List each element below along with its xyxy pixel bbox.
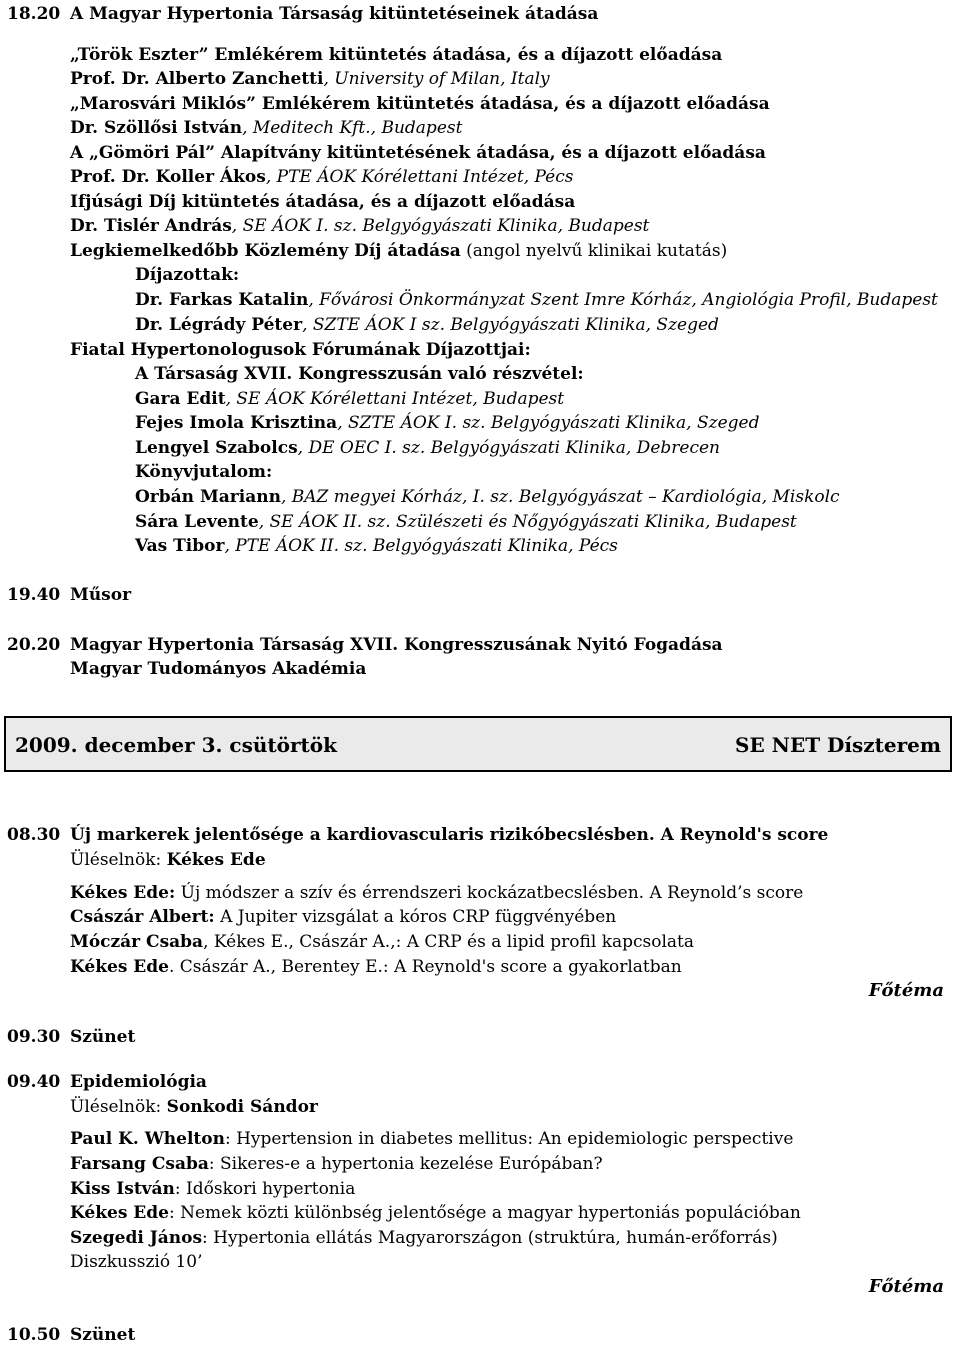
time-0830: 08.30	[7, 825, 61, 845]
talk-line	[70, 931, 694, 953]
chair-label: Üléselnök:	[70, 1097, 167, 1117]
awardee-line	[70, 215, 649, 237]
awardee-line	[135, 486, 840, 508]
award-note: (angol nyelvű klinikai kutatás)	[460, 241, 728, 261]
time-2020: 20.20	[7, 635, 61, 655]
subheading: Fiatal Hypertonologusok Fórumának Díjazottjai:	[70, 340, 531, 360]
award-line: „Török Eszter” Emlékérem kitüntetés átadása, és a díjazott előadása	[70, 45, 723, 65]
talk-title: A Jupiter vizsgálat a kóros CRP függvényében	[214, 907, 617, 927]
talk-line	[70, 1153, 603, 1175]
main-topic-label: Főtéma	[868, 1276, 944, 1297]
awardee-affiliation: , PTE ÁOK Kórélettani Intézet, Pécs	[265, 167, 574, 187]
award-line	[70, 240, 727, 262]
session-chair	[70, 1096, 318, 1118]
awardee-affiliation: , DE OEC I. sz. Belgyógyászati Klinika, Debrecen	[297, 438, 720, 458]
talk-title: . Császár A., Berentey E.: A Reynold's score a gyakorlatban	[168, 957, 682, 977]
main-topic-label: Főtéma	[868, 980, 944, 1001]
awardee-line	[70, 166, 574, 188]
session-chair	[70, 849, 266, 871]
awardee-line	[135, 388, 564, 410]
banner-date: 2009. december 3. csütörtök	[15, 733, 337, 757]
section-title-awards: A Magyar Hypertonia Társaság kitüntetéseinek átadása	[70, 4, 599, 24]
speaker: Szegedi János	[70, 1228, 203, 1248]
awardee-affiliation: , University of Milan, Italy	[323, 69, 550, 89]
award-line: Ifjúsági Díj kitüntetés átadása, és a díjazott előadása	[70, 192, 576, 212]
break-title: Szünet	[70, 1027, 136, 1047]
awardee-line	[70, 68, 550, 90]
award-line: A „Gömöri Pál” Alapítvány kitüntetésének átadása, és a díjazott előadása	[70, 143, 766, 163]
section-title-program: Műsor	[70, 585, 132, 605]
speaker: Kékes Ede:	[70, 883, 176, 903]
talk-line	[70, 956, 682, 978]
talk-title: : Sikeres-e a hypertonia kezelése Európában?	[208, 1154, 603, 1174]
awardee-line	[135, 314, 719, 336]
discussion-line: Diszkusszió 10’	[70, 1252, 203, 1272]
talk-line	[70, 1128, 793, 1150]
award-line: „Marosvári Miklós” Emlékérem kitüntetés átadása, és a díjazott előadása	[70, 94, 770, 114]
speaker: Farsang Csaba	[70, 1154, 209, 1174]
awardee-name: Vas Tibor	[135, 536, 225, 556]
section-title-reception: Magyar Hypertonia Társaság XVII. Kongresszusának Nyitó Fogadása	[70, 635, 723, 655]
awardee-line	[135, 535, 618, 557]
speaker: Kiss István	[70, 1179, 175, 1199]
awardee-affiliation: , SE ÁOK Kórélettani Intézet, Budapest	[225, 389, 565, 409]
awardee-affiliation: , SZTE ÁOK I. sz. Belgyógyászati Klinika, Szeged	[337, 413, 760, 433]
time-0940: 09.40	[7, 1072, 61, 1092]
awardee-name: Orbán Mariann	[135, 487, 281, 507]
day-banner	[4, 716, 952, 772]
chair-name: Kékes Ede	[166, 850, 266, 870]
time-1940: 19.40	[7, 585, 61, 605]
banner-venue: SE NET Díszterem	[735, 733, 941, 757]
awardee-line	[135, 511, 797, 533]
speaker: Paul K. Whelton	[70, 1129, 225, 1149]
venue: Magyar Tudományos Akadémia	[70, 659, 367, 679]
awardee-affiliation: , BAZ megyei Kórház, I. sz. Belgyógyászat – Kardiológia, Miskolc	[280, 487, 840, 507]
speaker: Kékes Ede	[70, 1203, 169, 1223]
time-1820: 18.20	[7, 4, 61, 24]
talk-title: : Hypertonia ellátás Magyarországon (struktúra, humán-erőforrás)	[202, 1228, 778, 1248]
awardee-name: Fejes Imola Krisztina	[135, 413, 338, 433]
talk-title: : Időskori hypertonia	[174, 1179, 356, 1199]
talk-title: : Nemek közti különbség jelentősége a magyar hypertoniás populációban	[168, 1203, 801, 1223]
talk-line	[70, 1202, 801, 1224]
awardee-name: Prof. Dr. Koller Ákos	[70, 167, 266, 187]
talk-line	[70, 1178, 355, 1200]
chair-label: Üléselnök:	[70, 850, 167, 870]
awardee-affiliation: , Fővárosi Önkormányzat Szent Imre Kórház, Angiológia Profil, Budapest	[308, 290, 938, 310]
awardee-affiliation: , SZTE ÁOK I sz. Belgyógyászati Klinika, Szeged	[302, 315, 719, 335]
awardee-line	[135, 437, 720, 459]
awardee-name: Prof. Dr. Alberto Zanchetti	[70, 69, 324, 89]
speaker: Móczár Csaba	[70, 932, 204, 952]
subheading: A Társaság XVII. Kongresszusán való részvétel:	[135, 364, 584, 384]
talk-title: Új módszer a szív és érrendszeri kockázatbecslésben. A Reynold’s score	[175, 883, 804, 903]
awardee-affiliation: , Meditech Kft., Budapest	[242, 118, 463, 138]
time-0930: 09.30	[7, 1027, 61, 1047]
awardee-affiliation: , PTE ÁOK II. sz. Belgyógyászati Klinika, Pécs	[224, 536, 618, 556]
subheading: Díjazottak:	[135, 265, 240, 285]
awardee-name: Dr. Légrády Péter	[135, 315, 303, 335]
speaker: Kékes Ede	[70, 957, 169, 977]
awardee-name: Dr. Farkas Katalin	[135, 290, 309, 310]
awardee-name: Lengyel Szabolcs	[135, 438, 298, 458]
time-1050: 10.50	[7, 1325, 61, 1345]
talk-title: : Hypertension in diabetes mellitus: An epidemiologic perspective	[224, 1129, 794, 1149]
session-title: Epidemiológia	[70, 1072, 207, 1092]
chair-name: Sonkodi Sándor	[166, 1097, 318, 1117]
awardee-name: Gara Edit	[135, 389, 226, 409]
awardee-name: Dr. Szöllősi István	[70, 118, 243, 138]
subheading: Könyvjutalom:	[135, 462, 273, 482]
break-title: Szünet	[70, 1325, 136, 1345]
talk-line	[70, 882, 803, 904]
talk-line	[70, 1227, 778, 1249]
talk-line	[70, 906, 616, 928]
awardee-name: Sára Levente	[135, 512, 259, 532]
award-title: Legkiemelkedőbb Közlemény Díj átadása	[70, 241, 461, 261]
awardee-affiliation: , SE ÁOK II. sz. Szülészeti és Nőgyógyászati Klinika, Budapest	[258, 512, 797, 532]
speaker: Császár Albert:	[70, 907, 215, 927]
awardee-affiliation: , SE ÁOK I. sz. Belgyógyászati Klinika, Budapest	[231, 216, 650, 236]
awardee-line	[135, 412, 759, 434]
awardee-name: Dr. Tislér András	[70, 216, 232, 236]
talk-title: , Kékes E., Császár A.,: A CRP és a lipid profil kapcsolata	[203, 932, 695, 952]
session-title: Új markerek jelentősége a kardiovascularis rizikóbecslésben. A Reynold's score	[70, 825, 829, 845]
awardee-line	[70, 117, 462, 139]
awardee-line	[135, 289, 938, 311]
